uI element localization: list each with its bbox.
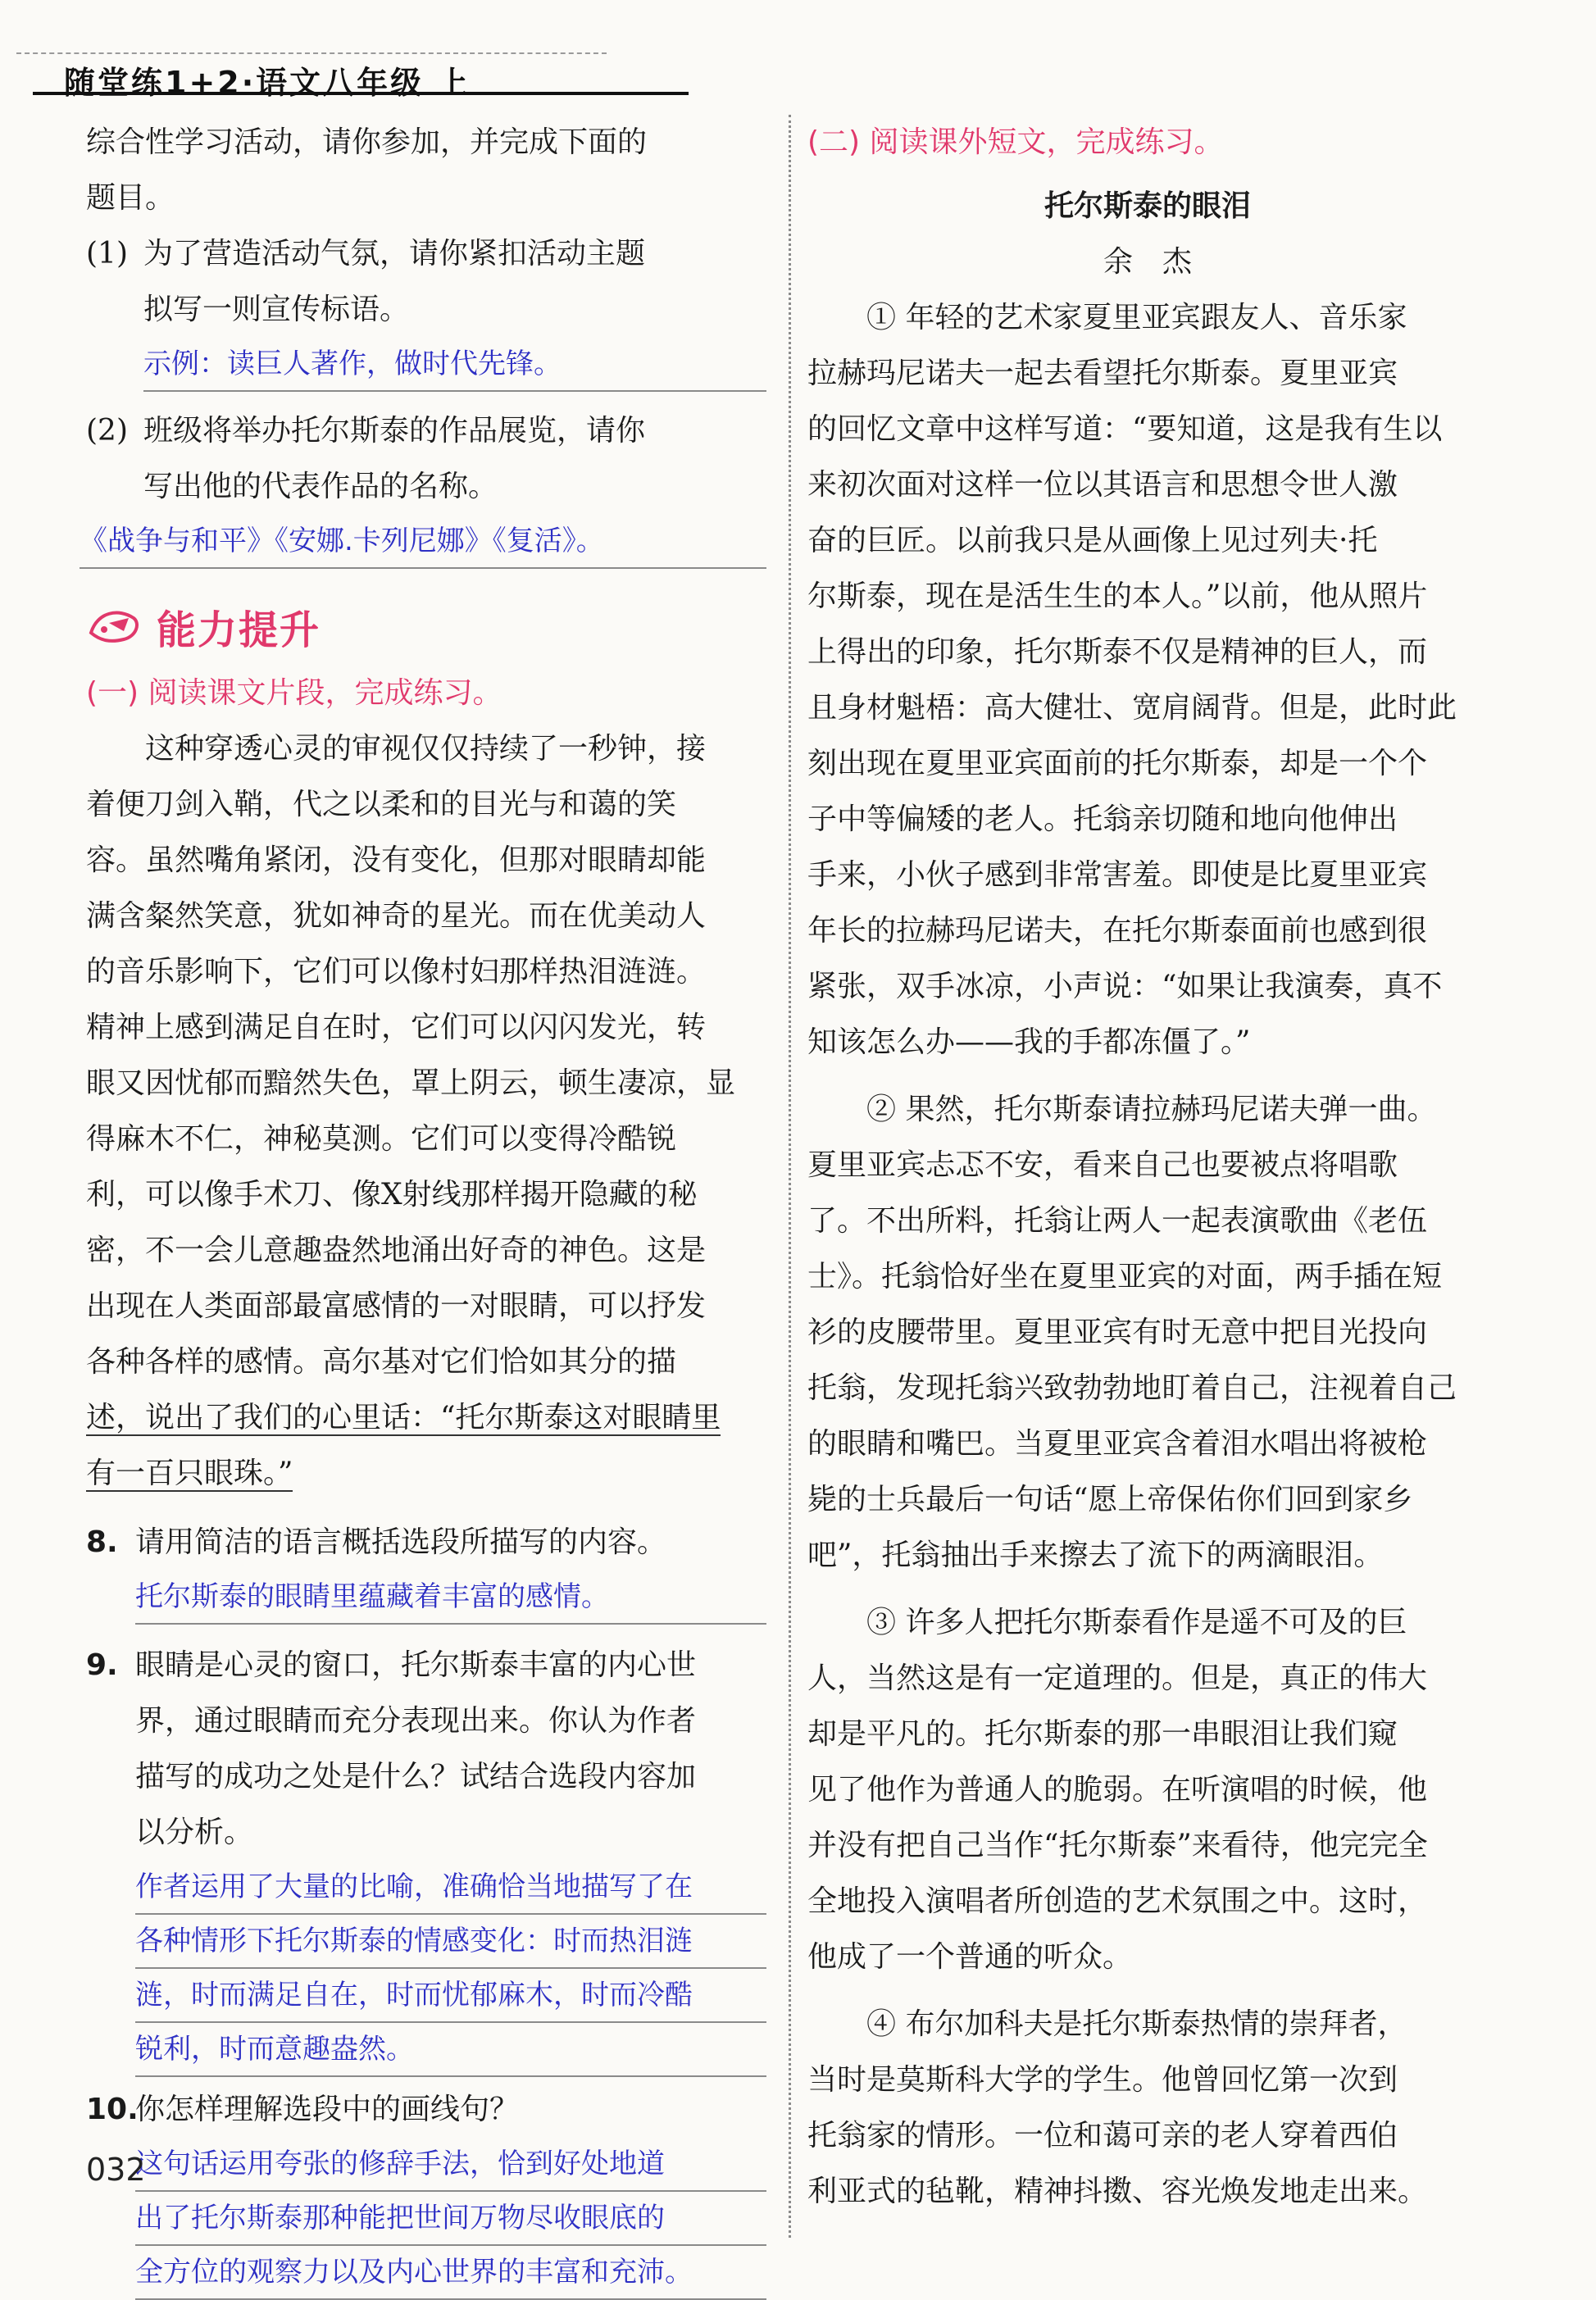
- pencil-ribbon-icon: [86, 603, 145, 649]
- article-line: 奋的巨匠。以前我只是从画像上见过列夫·托: [807, 524, 1378, 557]
- article-line: ③ 许多人把托尔斯泰看作是遥不可及的巨: [866, 1606, 1407, 1639]
- passage-line: 精神上感到满足自在时，它们可以闪闪发光，转: [86, 1011, 707, 1044]
- passage-line: 满含粲然笑意，犹如神奇的星光。而在优美动人: [86, 899, 707, 933]
- q10: [86, 2082, 766, 2300]
- q1-answer: 示例：读巨人著作，做时代先锋。: [143, 338, 766, 392]
- article-paragraph: [807, 1595, 1488, 1985]
- section-heading: [86, 587, 766, 666]
- article-paragraph: [807, 1082, 1488, 1584]
- part2-title: (二) 阅读课外短文，完成练习。: [807, 125, 1224, 159]
- article-line: 托翁，发现托翁兴致勃勃地盯着自己，注视着自己: [807, 1371, 1457, 1405]
- article-line: 拉赫玛尼诺夫一起去看望托尔斯泰。夏里亚宾: [807, 357, 1398, 390]
- article-line: 的眼睛和嘴巴。当夏里亚宾含着泪水唱出将被枪: [807, 1427, 1428, 1461]
- page-number: 032: [86, 2152, 146, 2188]
- q8-answer: 托尔斯泰的眼睛里蕴藏着丰富的感情。: [135, 1570, 766, 1625]
- passage-line: 各种各样的感情。高尔基对它们恰如其分的描: [86, 1345, 677, 1379]
- q9-answer-line: 锐利，时而意趣盎然。: [135, 2023, 766, 2077]
- passage-line: 眼又因忧郁而黯然失色，罩上阴云，顿生凄凉，显: [86, 1066, 736, 1100]
- q2-line: 写出他的代表作品的名称。: [143, 470, 498, 503]
- q9-number: 9.: [86, 1648, 118, 1682]
- q2-number: (2): [86, 414, 128, 448]
- q9-answer-line: 各种情形下托尔斯泰的情感变化：时而热泪涟: [135, 1915, 766, 1969]
- passage-line: 利，可以像手术刀、像X射线那样揭开隐藏的秘: [86, 1178, 698, 1211]
- article-paragraph: [807, 1997, 1488, 2220]
- article-line: ② 果然，托尔斯泰请拉赫玛尼诺夫弹一曲。: [866, 1093, 1437, 1126]
- article-line: 年长的拉赫玛尼诺夫，在托尔斯泰面前也感到很: [807, 914, 1428, 948]
- article-line: 且身材魁梧：高大健壮、宽肩阔背。但是，此时此: [807, 691, 1457, 725]
- intro-line: 综合性学习活动，请你参加，并完成下面的: [86, 125, 648, 159]
- q9: [86, 1638, 766, 2077]
- article-line: 吧”，托翁抽出手来擦去了流下的两滴眼泪。: [807, 1539, 1384, 1572]
- article-line: ④ 布尔加科夫是托尔斯泰热情的崇拜者，: [866, 2007, 1407, 2041]
- q10-answer-line: 全方位的观察力以及内心世界的丰富和充沛。: [135, 2246, 766, 2300]
- q1: [86, 226, 766, 392]
- part1-title: (一) 阅读课文片段，完成练习。: [86, 676, 502, 710]
- q2-answer: 《战争与和平》《安娜.卡列尼娜》《复活》。: [80, 515, 766, 569]
- left-column: [80, 115, 766, 2300]
- article-line: 夏里亚宾忐忑不安，看来自己也要被点将唱歌: [807, 1148, 1398, 1182]
- article-line: 士》。托翁恰好坐在夏里亚宾的对面，两手插在短: [807, 1260, 1443, 1293]
- passage-line: 着便刀剑入鞘，代之以柔和的目光与和蔼的笑: [86, 788, 677, 821]
- q2-line: 班级将举办托尔斯泰的作品展览，请你: [143, 414, 646, 448]
- column-divider: [789, 115, 791, 2238]
- passage-line: 容。虽然嘴角紧闭，没有变化，但那对眼睛却能: [86, 843, 707, 877]
- q8-number: 8.: [86, 1525, 118, 1559]
- q10-answer-line: 这句话运用夸张的修辞手法，恰到好处地道: [135, 2138, 766, 2192]
- article-line: 当时是莫斯科大学的学生。他曾回忆第一次到: [807, 2063, 1398, 2097]
- article-line: 却是平凡的。托尔斯泰的那一串眼泪让我们窥: [807, 1717, 1398, 1751]
- header-rule: [33, 92, 689, 95]
- header-dashed-line: [16, 52, 607, 54]
- q10-answer-line: 出了托尔斯泰那种能把世间万物尽收眼底的: [135, 2192, 766, 2246]
- q1-line: 拟写一则宣传标语。: [143, 293, 410, 326]
- right-column: [807, 115, 1488, 2220]
- intro-line: 题目。: [86, 181, 175, 215]
- passage: [86, 721, 766, 1502]
- article-line: 利亚式的毡靴，精神抖擞、容光焕发地走出来。: [807, 2175, 1428, 2208]
- article-line: 托翁家的情形。一位和蔼可亲的老人穿着西伯: [807, 2119, 1398, 2152]
- q2: [86, 403, 766, 515]
- article-line: 的回忆文章中这样写道：“要知道，这是我有生以: [807, 412, 1443, 446]
- underlined-sentence-part: 述，说出了我们的心里话：“托尔斯泰这对眼睛里: [86, 1401, 721, 1434]
- article-line: 来初次面对这样一位以其语言和思想令世人激: [807, 468, 1398, 502]
- q9-answer-line: 涟，时而满足自在，时而忧郁麻木，时而冷酷: [135, 1969, 766, 2023]
- article-line: 他成了一个普通的听众。: [807, 1940, 1133, 1974]
- article-line: 上得出的印象，托尔斯泰不仅是精神的巨人，而: [807, 635, 1428, 669]
- article-line: 刻出现在夏里亚宾面前的托尔斯泰，却是一个个: [807, 747, 1428, 780]
- q1-number: (1): [86, 237, 128, 270]
- q10-text: 你怎样理解选段中的画线句？: [135, 2093, 520, 2126]
- q8: [86, 1515, 766, 1625]
- article-paragraph: [807, 290, 1488, 1070]
- article-line: ① 年轻的艺术家夏里亚宾跟友人、音乐家: [866, 301, 1407, 334]
- article-line: 手来，小伙子感到非常害羞。即使是比夏里亚宾: [807, 858, 1428, 892]
- passage-line: 的音乐影响下，它们可以像村妇那样热泪涟涟。: [86, 955, 707, 989]
- article-line: 人，当然这是有一定道理的。但是，真正的伟大: [807, 1661, 1428, 1695]
- article-line: 了。不出所料，托翁让两人一起表演歌曲《老伍: [807, 1204, 1428, 1238]
- page-header: [16, 46, 672, 101]
- q9-answer-line: 作者运用了大量的比喻，准确恰当地描写了在: [135, 1861, 766, 1915]
- article-line: 知该怎么办——我的手都冻僵了。”: [807, 1025, 1251, 1059]
- article-line: 衫的皮腰带里。夏里亚宾有时无意中把目光投向: [807, 1316, 1428, 1349]
- passage-line: 得麻木不仁，神秘莫测。它们可以变得冷酷锐: [86, 1122, 677, 1156]
- article-line: 见了他作为普通人的脆弱。在听演唱的时候，他: [807, 1773, 1428, 1807]
- article-title: 托尔斯泰的眼泪: [1044, 189, 1251, 223]
- q1-line: 为了营造活动气氛，请你紧扣活动主题: [143, 237, 646, 270]
- header-title: 随堂练1+2·语文八年级 上: [64, 65, 471, 101]
- underlined-sentence-part: 有一百只眼珠。”: [86, 1457, 293, 1490]
- article-line: 子中等偏矮的老人。托翁亲切随和地向他伸出: [807, 802, 1398, 836]
- passage-line: [86, 1446, 766, 1502]
- q10-number: 10.: [86, 2093, 139, 2126]
- article-line: 尔斯泰，现在是活生生的本人。”以前，他从照片: [807, 580, 1428, 613]
- q9-line: 描写的成功之处是什么？试结合选段内容加: [135, 1760, 697, 1793]
- article-author: 余 杰: [1103, 245, 1192, 279]
- passage-line: 密，不一会儿意趣盎然地涌出好奇的神色。这是: [86, 1234, 707, 1267]
- q9-line: 眼睛是心灵的窗口，托尔斯泰丰富的内心世: [135, 1648, 697, 1682]
- article-line: 毙的士兵最后一句话“愿上帝保佑你们回到家乡: [807, 1483, 1413, 1516]
- passage-line: 出现在人类面部最富感情的一对眼睛，可以抒发: [86, 1289, 707, 1323]
- article-line: 紧张，双手冰凉，小声说：“如果让我演奏，真不: [807, 970, 1443, 1003]
- q9-line: 界，通过眼睛而充分表现出来。你认为作者: [135, 1704, 697, 1738]
- article-line: 全地投入演唱者所创造的艺术氛围之中。这时，: [807, 1884, 1428, 1918]
- passage-line: 这种穿透心灵的审视仅仅持续了一秒钟，接: [145, 732, 707, 766]
- q8-text: 请用简洁的语言概括选段所描写的内容。: [135, 1525, 667, 1559]
- q9-line: 以分析。: [135, 1816, 254, 1849]
- article-line: 并没有把自己当作“托尔斯泰”来看待，他完完全: [807, 1829, 1428, 1862]
- passage-line: [86, 1390, 766, 1446]
- section-title: 能力提升: [157, 607, 321, 653]
